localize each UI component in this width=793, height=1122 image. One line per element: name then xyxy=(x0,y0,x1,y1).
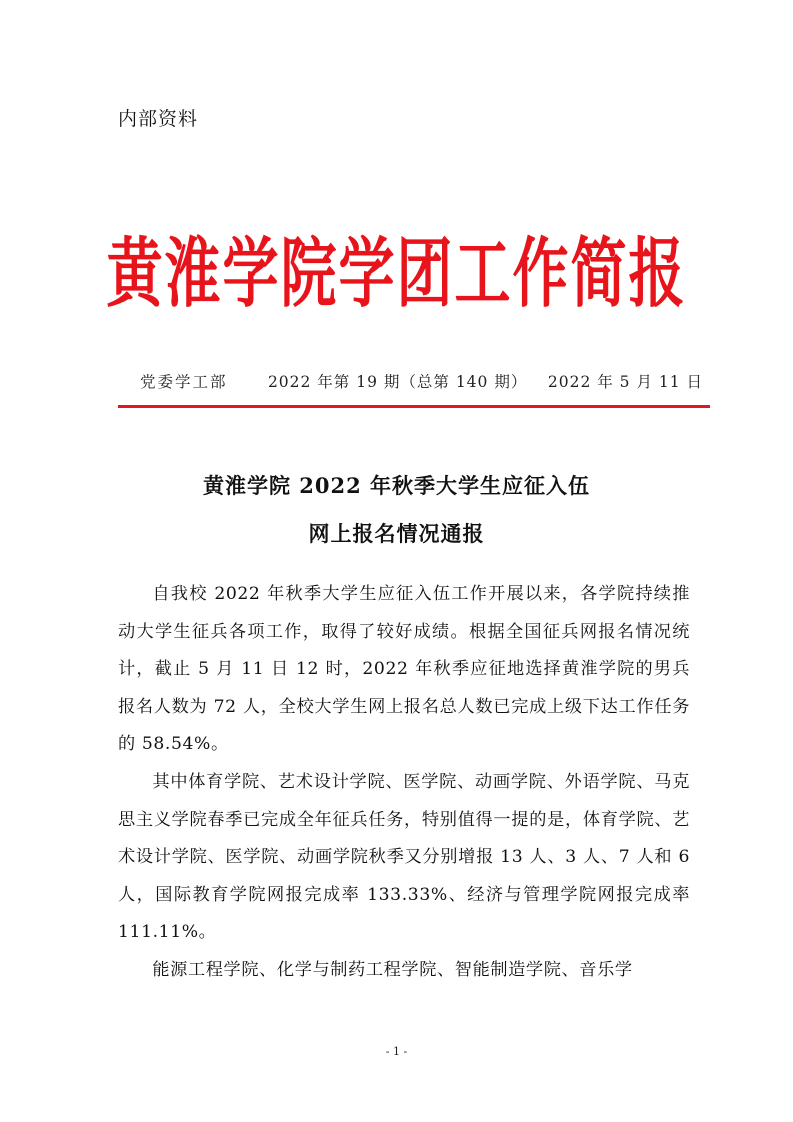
document-title-line-2: 网上报名情况通报 xyxy=(308,521,485,546)
issue-date: 2022 年 5 月 11 日 xyxy=(547,373,704,391)
paragraph: 能源工程学院、化学与制药工程学院、智能制造学院、音乐学 xyxy=(152,959,633,980)
paragraph: 自我校 2022 年秋季大学生应征入伍工作开展以来，各学院持续推动大学生征兵各项工作，取得了较好成绩。根据全国征兵网报名情况统计，截止 5 月 11 日 12 时，2022 年秋季应征地选择黄淮学院的男兵报名人数为 72 人，全校大学生网上报名总人数已完成上级下达工作任务的 58.54%。 xyxy=(118,584,690,755)
masthead-title: 黄淮学院学团工作简报 xyxy=(106,229,687,319)
document-title-line-1: 黄淮学院 2022 年秋季大学生应征入伍 xyxy=(202,473,591,498)
paragraph: 其中体育学院、艺术设计学院、医学院、动画学院、外语学院、马克思主义学院春季已完成全年征兵任务，特别值得一提的是，体育学院、艺术设计学院、医学院、动画学院秋季又分别增报 13 人、3 人、7 人和 6 人，国际教育学院网报完成率 133.33%、经济与管理学院网报完成率 111.11%。 xyxy=(118,771,690,943)
internal-label: 内部资料 xyxy=(118,108,199,130)
red-divider xyxy=(118,405,710,408)
issue-line xyxy=(140,370,704,392)
page-number: - 1 - xyxy=(385,1045,408,1058)
issuing-department: 党委学工部 xyxy=(140,373,228,391)
body-text xyxy=(118,576,690,990)
issue-number: 2022 年第 19 期（总第 140 期） xyxy=(267,373,528,391)
